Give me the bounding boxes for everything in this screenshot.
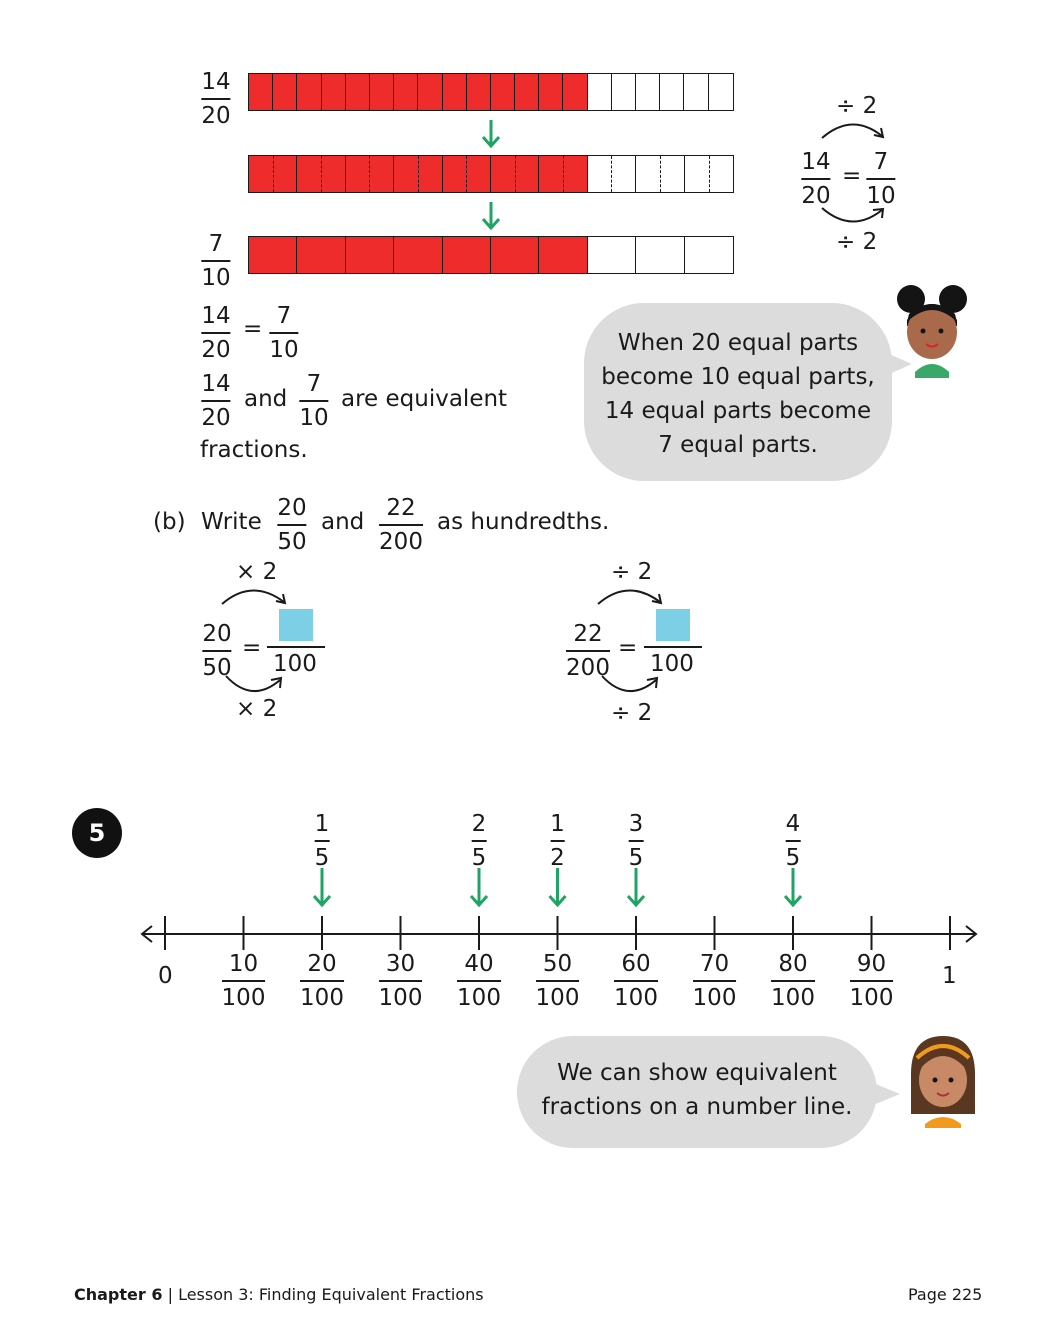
numerator: 10: [228, 951, 259, 977]
denominator-100: 100: [650, 651, 694, 677]
and-text: and: [321, 509, 365, 535]
chapter-label: Chapter 6: [74, 1285, 163, 1304]
denominator: 2: [550, 845, 565, 871]
numerator: 7: [306, 371, 322, 397]
tick-label: [379, 950, 423, 1012]
label-zero: 0: [158, 963, 173, 989]
numerator: 70: [699, 951, 730, 977]
op-divide-bottom: ÷ 2: [836, 229, 878, 255]
lesson-title: Lesson 3: Finding Equivalent Fractions: [178, 1285, 484, 1304]
tick-label: [300, 950, 344, 1012]
denominator: 100: [771, 985, 815, 1011]
marker-fraction: [629, 810, 644, 872]
girl-avatar-icon: [905, 1034, 981, 1128]
and-text: and: [244, 386, 288, 412]
numerator: 2: [471, 811, 487, 837]
op-divide-top: ÷ 2: [611, 559, 653, 585]
bubble-line: become 10 equal parts,: [601, 364, 875, 390]
statement-text: are equivalent: [341, 386, 508, 412]
numerator: 20: [202, 621, 232, 647]
denominator: 5: [314, 845, 330, 871]
denominator: 10: [269, 337, 299, 363]
denominator: 5: [471, 845, 487, 871]
numerator: 90: [856, 951, 887, 977]
denominator: 100: [221, 985, 266, 1011]
denominator: 50: [277, 529, 307, 555]
tick-label: [614, 950, 658, 1012]
denominator: 10: [299, 405, 329, 431]
equals-sign: =: [243, 316, 263, 342]
denominator: 100: [378, 985, 423, 1011]
denominator: 20: [201, 405, 231, 431]
equals-sign: =: [242, 635, 262, 661]
numerator: 80: [778, 951, 808, 977]
denominator: 200: [379, 529, 423, 555]
speech-bubble-girl-2: [517, 1036, 877, 1148]
bubble-line: 14 equal parts become: [604, 398, 872, 424]
numerator: 50: [542, 951, 573, 977]
denominator: 10: [201, 265, 231, 291]
as-hundredths-text: as hundredths.: [437, 509, 610, 535]
numerator: 20: [307, 951, 337, 977]
equals-sign: =: [618, 635, 638, 661]
numerator: 4: [785, 811, 801, 837]
op-divide-top: ÷ 2: [836, 93, 878, 119]
op-multiply-top: × 2: [236, 559, 278, 585]
numerator: 14: [201, 371, 231, 397]
denominator: 100: [692, 985, 737, 1011]
denominator: 100: [535, 985, 580, 1011]
equals-sign: =: [842, 163, 862, 189]
denominator: 200: [566, 655, 610, 681]
write-text: Write: [201, 509, 262, 535]
bubble-tail: [866, 1078, 902, 1112]
statement-text-2: fractions.: [200, 437, 308, 463]
tick-label: [222, 950, 266, 1012]
op-multiply-bottom: × 2: [236, 696, 278, 722]
numerator: 7: [276, 303, 292, 329]
numerator: 60: [621, 951, 651, 977]
marker-fraction: [472, 810, 487, 872]
numerator: 20: [277, 495, 307, 521]
denominator-100: 100: [273, 651, 317, 677]
part-label-b: (b): [153, 509, 186, 535]
numerator: 30: [385, 951, 416, 977]
question-number-badge: 5: [72, 808, 122, 858]
tick-label: [457, 950, 501, 1012]
numerator: 7: [208, 231, 224, 257]
tick-label: [536, 950, 580, 1012]
denominator: 100: [300, 985, 344, 1011]
numerator: 1: [314, 811, 330, 837]
numerator: 22: [386, 495, 416, 521]
numerator: 22: [573, 621, 603, 647]
bubble-line: 7 equal parts.: [658, 432, 818, 458]
denominator: 50: [202, 655, 232, 681]
denominator: 20: [201, 337, 231, 363]
denominator: 100: [849, 985, 894, 1011]
page-number: Page 225: [908, 1285, 983, 1304]
denominator: 20: [201, 103, 231, 129]
numerator: 14: [801, 149, 831, 175]
denominator: 20: [801, 183, 831, 209]
tick-label: [850, 950, 894, 1012]
marker-fraction: [786, 810, 801, 872]
tick-label: [693, 950, 737, 1012]
denominator: 100: [614, 985, 658, 1011]
marker-fraction: [315, 810, 330, 872]
numerator: 14: [201, 303, 231, 329]
bubble-line: fractions on a number line.: [541, 1094, 853, 1120]
footer-lesson: [74, 1284, 484, 1306]
denominator: 5: [785, 845, 801, 871]
numerator: 1: [550, 811, 565, 837]
bubble-line: When 20 equal parts: [617, 330, 859, 356]
tick-label: [771, 950, 815, 1012]
denominator: 10: [866, 183, 896, 209]
label-one: 1: [942, 963, 957, 989]
denominator: 5: [628, 845, 644, 871]
denominator: 100: [457, 985, 501, 1011]
numerator: 7: [873, 149, 889, 175]
numerator: 40: [464, 951, 494, 977]
numerator: 14: [201, 69, 231, 95]
bubble-line: We can show equivalent: [557, 1060, 837, 1086]
marker-fraction: [550, 810, 565, 872]
separator: |: [167, 1285, 173, 1304]
numerator: 3: [628, 811, 644, 837]
op-divide-bottom: ÷ 2: [611, 700, 653, 726]
